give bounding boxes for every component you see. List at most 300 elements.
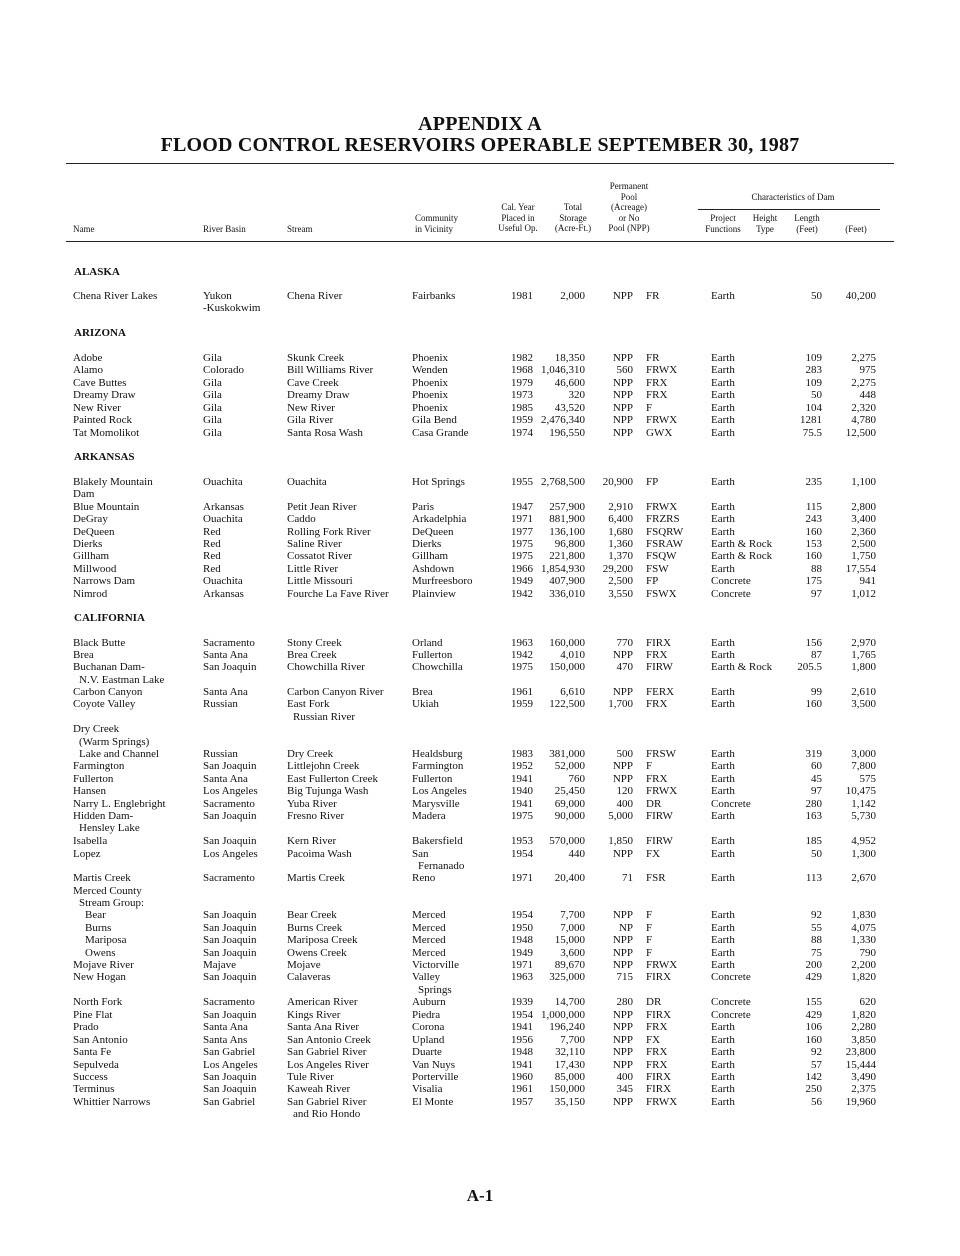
name-cell: Chena River Lakes <box>73 290 158 302</box>
storage-cell: 160,000 <box>549 637 585 649</box>
name-cell: Lopez <box>73 848 101 860</box>
storage-cell: 221,800 <box>549 550 585 562</box>
height-cell: 88 <box>811 563 822 575</box>
community-cell: Murfreesboro <box>412 575 473 587</box>
storage-cell: 7,700 <box>560 909 585 921</box>
table-row <box>0 1046 960 1059</box>
community-cell: Reno <box>412 872 436 884</box>
stream-cell: Martis Creek <box>287 872 345 884</box>
dam-type-cell: Concrete <box>711 575 751 587</box>
name-cell: North Fork <box>73 996 123 1008</box>
river-basin-cell: Santa Ana <box>203 773 248 785</box>
community-cell: Piedra <box>412 1009 441 1021</box>
functions-cell: FIRX <box>646 1083 672 1095</box>
pool-cell: 280 <box>616 996 633 1008</box>
height-cell: 87 <box>811 649 822 661</box>
storage-cell: 2,768,500 <box>541 476 585 488</box>
year-cell: 1960 <box>511 1071 533 1083</box>
year-cell: 1949 <box>511 575 533 587</box>
dam-type-cell: Earth <box>711 810 735 822</box>
year-cell: 1977 <box>511 526 533 538</box>
name-cell: Merced County <box>73 885 142 897</box>
height-cell: 45 <box>811 773 822 785</box>
functions-cell: FSW <box>646 563 669 575</box>
length-cell: 2,375 <box>851 1083 876 1095</box>
name-cell: Sepulveda <box>73 1059 119 1071</box>
pool-cell: 2,500 <box>608 575 633 587</box>
header-permanent-pool: Permanent Pool (Acreage) or No Pool (NPP) <box>608 181 650 233</box>
river-basin-cell: Ouachita <box>203 476 243 488</box>
year-cell: 1971 <box>511 513 533 525</box>
name-cell: Blue Mountain <box>73 501 140 513</box>
functions-cell: DR <box>646 798 662 810</box>
height-cell: 115 <box>805 501 822 513</box>
community-cell: Duarte <box>412 1046 442 1058</box>
community-cell: Healdsburg <box>412 748 463 760</box>
name-cell: Terminus <box>73 1083 115 1095</box>
stream-cell: Littlejohn Creek <box>287 760 360 772</box>
stream-cell: Saline River <box>287 538 342 550</box>
length-cell: 4,075 <box>851 922 876 934</box>
dam-type-cell: Earth <box>711 1083 735 1095</box>
functions-cell: FSRAW <box>646 538 684 550</box>
dam-type-cell: Earth <box>711 1071 735 1083</box>
pool-cell: 400 <box>616 798 633 810</box>
length-cell: 448 <box>859 389 876 401</box>
pool-cell: NPP <box>612 402 633 414</box>
river-basin-cell: San Joaquin <box>203 934 257 946</box>
name-cell: Success <box>73 1071 108 1083</box>
length-cell: 4,780 <box>851 414 876 426</box>
table-row <box>0 427 960 440</box>
dam-type-cell: Earth <box>711 1034 735 1046</box>
year-cell: 1981 <box>511 290 533 302</box>
length-cell: 2,970 <box>851 637 876 649</box>
table-row <box>0 1021 960 1034</box>
storage-cell: 196,240 <box>549 1021 585 1033</box>
state-heading: ARIZONA <box>74 327 126 339</box>
table-row <box>0 661 960 674</box>
stream-cell: Dry Creek <box>287 748 334 760</box>
year-cell: 1940 <box>511 785 533 797</box>
length-cell: 1,750 <box>851 550 876 562</box>
community-cell: Plainview <box>412 588 456 600</box>
year-cell: 1942 <box>511 649 533 661</box>
year-cell: 1963 <box>511 971 533 983</box>
community-cell: Dierks <box>412 538 442 550</box>
pool-cell: 770 <box>616 637 633 649</box>
name-cell: Owens <box>85 947 116 959</box>
stream-cell: Caddo <box>287 513 316 525</box>
functions-cell: FRX <box>646 773 668 785</box>
storage-cell: 440 <box>568 848 585 860</box>
pool-cell: 400 <box>616 1071 633 1083</box>
length-cell: 2,670 <box>851 872 876 884</box>
river-basin-cell: Gila <box>203 389 222 401</box>
pool-cell: NPP <box>612 389 633 401</box>
dam-type-cell: Concrete <box>711 1009 751 1021</box>
name-cell: Hansen <box>73 785 106 797</box>
height-cell: 160 <box>805 698 822 710</box>
pool-cell: NPP <box>612 909 633 921</box>
storage-cell: 32,110 <box>555 1046 585 1058</box>
storage-cell: 89,670 <box>554 959 585 971</box>
dam-type-cell: Earth <box>711 513 735 525</box>
river-basin-cell: San Joaquin <box>203 661 257 673</box>
community-cell: Phoenix <box>412 352 449 364</box>
length-cell: 10,475 <box>845 785 876 797</box>
storage-cell: 257,900 <box>549 501 585 513</box>
header-rule <box>66 241 894 242</box>
table-row <box>0 785 960 798</box>
name-cell: Cave Buttes <box>73 377 127 389</box>
community-cell: Visalia <box>412 1083 443 1095</box>
pool-cell: NPP <box>612 1009 633 1021</box>
storage-cell: 18,350 <box>554 352 585 364</box>
river-basin-cell: San Gabriel <box>203 1096 256 1108</box>
table-row <box>0 971 960 984</box>
river-basin-cell: San Joaquin <box>203 1009 257 1021</box>
stream-cell: San Antonio Creek <box>287 1034 371 1046</box>
functions-cell: FIRX <box>646 637 672 649</box>
stream-cell: Santa Ana River <box>287 1021 360 1033</box>
dam-type-cell: Earth <box>711 959 735 971</box>
river-basin-cell: Sacramento <box>203 637 255 649</box>
length-cell: 1,820 <box>851 971 876 983</box>
year-cell: 1957 <box>511 1096 533 1108</box>
length-cell: 17,554 <box>845 563 876 575</box>
length-cell: 790 <box>859 947 876 959</box>
length-cell: 2,610 <box>851 686 876 698</box>
functions-cell: F <box>646 934 653 946</box>
stream-cell: San Gabriel River <box>287 1046 367 1058</box>
header-length: Length (Feet) <box>794 213 820 234</box>
functions-cell: FRX <box>646 698 668 710</box>
year-cell: 1961 <box>511 686 533 698</box>
height-cell: 50 <box>811 290 822 302</box>
river-basin-cell: San Joaquin <box>203 971 257 983</box>
dam-type-cell: Earth <box>711 364 735 376</box>
year-cell: 1959 <box>511 698 533 710</box>
river-basin-cell: San Gabriel <box>203 1046 256 1058</box>
functions-cell: FSWX <box>646 588 677 600</box>
dam-type-cell: Earth <box>711 563 735 575</box>
pool-cell: NPP <box>612 1034 633 1046</box>
name-cell: Prado <box>73 1021 99 1033</box>
height-cell: 175 <box>805 575 822 587</box>
functions-cell: FRX <box>646 1059 668 1071</box>
community-cell: Gila Bend <box>412 414 457 426</box>
stream-cell: Los Angeles River <box>287 1059 369 1071</box>
community-cell: Merced <box>412 947 446 959</box>
community-cell: Madera <box>412 810 446 822</box>
dam-type-cell: Earth <box>711 934 735 946</box>
header-name: Name <box>73 224 95 234</box>
name-cell: Dierks <box>73 538 103 550</box>
name-cell: Black Butte <box>73 637 126 649</box>
name-cell: San Antonio <box>73 1034 128 1046</box>
length-cell: 1,830 <box>851 909 876 921</box>
length-cell: 3,000 <box>851 748 876 760</box>
table-row <box>0 934 960 947</box>
length-cell: 1,012 <box>851 588 876 600</box>
header-height-type: Height Type <box>752 213 778 234</box>
stream-cell: Burns Creek <box>287 922 343 934</box>
functions-cell: FIRX <box>646 1009 672 1021</box>
functions-cell: FSQRW <box>646 526 684 538</box>
community-cell: Wenden <box>412 364 448 376</box>
community-cell: Van Nuys <box>412 1059 456 1071</box>
height-cell: 155 <box>805 996 822 1008</box>
stream-cell: Tule River <box>287 1071 334 1083</box>
community-cell: Auburn <box>412 996 446 1008</box>
appendix-title: APPENDIX A <box>418 113 542 135</box>
river-basin-cell: Gila <box>203 352 222 364</box>
year-cell: 1953 <box>511 835 533 847</box>
name-cell: Hidden Dam- <box>73 810 134 822</box>
community-cell: Springs <box>418 984 452 996</box>
river-basin-cell: Yukon <box>203 290 232 302</box>
community-cell: Upland <box>412 1034 445 1046</box>
dam-type-cell: Earth <box>711 760 735 772</box>
dam-type-cell: Earth & Rock <box>711 661 773 673</box>
length-cell: 3,500 <box>851 698 876 710</box>
height-cell: 1281 <box>800 414 822 426</box>
pool-cell: 345 <box>616 1083 633 1095</box>
year-cell: 1948 <box>511 934 533 946</box>
pool-cell: NPP <box>612 947 633 959</box>
table-row <box>0 760 960 773</box>
functions-cell: F <box>646 402 653 414</box>
functions-cell: FIRW <box>646 810 673 822</box>
name-cell: Hensley Lake <box>79 822 140 834</box>
storage-cell: 325,000 <box>549 971 585 983</box>
community-cell: DeQueen <box>412 526 454 538</box>
height-cell: 429 <box>805 971 822 983</box>
stream-cell: Yuba River <box>287 798 337 810</box>
table-row <box>0 1083 960 1096</box>
river-basin-cell: Los Angeles <box>203 1059 258 1071</box>
functions-cell: FRSW <box>646 748 676 760</box>
functions-cell: FSQW <box>646 550 677 562</box>
storage-cell: 122,500 <box>549 698 585 710</box>
pool-cell: NPP <box>612 934 633 946</box>
name-cell: Narrows Dam <box>73 575 136 587</box>
length-cell: 2,280 <box>851 1021 876 1033</box>
dam-type-cell: Earth <box>711 872 735 884</box>
dam-type-cell: Earth <box>711 947 735 959</box>
year-cell: 1949 <box>511 947 533 959</box>
pool-cell: 1,360 <box>608 538 633 550</box>
stream-cell: Santa Rosa Wash <box>287 427 363 439</box>
stream-cell: Skunk Creek <box>287 352 345 364</box>
stream-cell: and Rio Hondo <box>293 1108 361 1120</box>
state-heading: CALIFORNIA <box>74 612 145 624</box>
header-storage: Total Storage (Acre-Ft.) <box>554 202 592 233</box>
length-cell: 40,200 <box>845 290 876 302</box>
stream-cell: Fresno River <box>287 810 345 822</box>
stream-cell: Bill Williams River <box>287 364 374 376</box>
stream-cell: Carbon Canyon River <box>287 686 384 698</box>
height-cell: 97 <box>811 588 822 600</box>
height-cell: 319 <box>805 748 822 760</box>
river-basin-cell: Red <box>203 526 221 538</box>
table-row <box>0 909 960 922</box>
functions-cell: GWX <box>646 427 673 439</box>
height-cell: 243 <box>805 513 822 525</box>
pool-cell: 3,550 <box>608 588 633 600</box>
header-characteristics: Characteristics of Dam <box>751 192 835 202</box>
stream-cell: Big Tujunga Wash <box>287 785 369 797</box>
storage-cell: 1,046,310 <box>541 364 585 376</box>
pool-cell: 29,200 <box>602 563 633 575</box>
year-cell: 1941 <box>511 1059 533 1071</box>
name-cell: New Hogan <box>73 971 126 983</box>
year-cell: 1954 <box>511 1009 533 1021</box>
height-cell: 142 <box>805 1071 822 1083</box>
height-cell: 235 <box>805 476 822 488</box>
year-cell: 1982 <box>511 352 533 364</box>
storage-cell: 85,000 <box>554 1071 585 1083</box>
pool-cell: NPP <box>612 848 633 860</box>
header-feet: (Feet) <box>845 224 867 234</box>
height-cell: 99 <box>811 686 822 698</box>
length-cell: 23,800 <box>845 1046 876 1058</box>
community-cell: Arkadelphia <box>412 513 467 525</box>
year-cell: 1975 <box>511 810 533 822</box>
storage-cell: 2,000 <box>560 290 585 302</box>
stream-cell: Cossatot River <box>287 550 353 562</box>
height-cell: 56 <box>811 1096 822 1108</box>
river-basin-cell: Santa Ana <box>203 1021 248 1033</box>
stream-cell: New River <box>287 402 335 414</box>
length-cell: 2,500 <box>851 538 876 550</box>
stream-cell: Kern River <box>287 835 337 847</box>
name-cell: Carbon Canyon <box>73 686 143 698</box>
name-cell: Whittier Narrows <box>73 1096 151 1108</box>
year-cell: 1939 <box>511 996 533 1008</box>
stream-cell: Little River <box>287 563 339 575</box>
length-cell: 2,275 <box>851 352 876 364</box>
storage-cell: 7,000 <box>560 922 585 934</box>
river-basin-cell: Colorado <box>203 364 244 376</box>
length-cell: 3,400 <box>851 513 876 525</box>
community-cell: Paris <box>412 501 434 513</box>
name-cell: Buchanan Dam- <box>73 661 145 673</box>
storage-cell: 570,000 <box>549 835 585 847</box>
dam-type-cell: Earth & Rock <box>711 550 773 562</box>
stream-cell: East Fullerton Creek <box>287 773 379 785</box>
storage-cell: 14,700 <box>554 996 585 1008</box>
community-cell: Los Angeles <box>412 785 467 797</box>
table-row <box>0 575 960 588</box>
name-cell: Adobe <box>73 352 103 364</box>
name-cell: Santa Fe <box>73 1046 112 1058</box>
pool-cell: 500 <box>616 748 633 760</box>
river-basin-cell: Majave <box>203 959 236 971</box>
table-row <box>0 698 960 711</box>
dam-type-cell: Earth <box>711 773 735 785</box>
river-basin-cell: Los Angeles <box>203 785 258 797</box>
table-row <box>0 872 960 885</box>
community-cell: Casa Grande <box>412 427 469 439</box>
storage-cell: 196,550 <box>549 427 585 439</box>
header-river-basin: River Basin <box>203 224 246 234</box>
river-basin-cell: Sacramento <box>203 872 255 884</box>
functions-cell: FRX <box>646 389 668 401</box>
dam-type-cell: Concrete <box>711 798 751 810</box>
dam-type-cell: Earth <box>711 501 735 513</box>
height-cell: 153 <box>805 538 822 550</box>
name-cell: Painted Rock <box>73 414 132 426</box>
table-title: FLOOD CONTROL RESERVOIRS OPERABLE SEPTEMBER 30, 1987 <box>160 134 800 156</box>
table-row <box>0 364 960 377</box>
community-cell: Farmington <box>412 760 464 772</box>
storage-cell: 407,900 <box>549 575 585 587</box>
year-cell: 1973 <box>511 389 533 401</box>
stream-cell: Mariposa Creek <box>287 934 358 946</box>
name-cell: Dreamy Draw <box>73 389 136 401</box>
stream-cell: Russian River <box>293 711 356 723</box>
dam-type-cell: Earth <box>711 848 735 860</box>
name-cell: New River <box>73 402 121 414</box>
length-cell: 3,850 <box>851 1034 876 1046</box>
dam-type-cell: Earth <box>711 1096 735 1108</box>
name-cell: Coyote Valley <box>73 698 136 710</box>
river-basin-cell: San Joaquin <box>203 909 257 921</box>
community-cell: Gillham <box>412 550 449 562</box>
state-heading: ARKANSAS <box>74 451 135 463</box>
length-cell: 2,200 <box>851 959 876 971</box>
year-cell: 1971 <box>511 959 533 971</box>
dam-type-cell: Earth <box>711 922 735 934</box>
length-cell: 5,730 <box>851 810 876 822</box>
storage-cell: 69,000 <box>554 798 585 810</box>
storage-cell: 20,400 <box>554 872 585 884</box>
length-cell: 1,100 <box>851 476 876 488</box>
pool-cell: NPP <box>612 686 633 698</box>
stream-cell: Bear Creek <box>287 909 337 921</box>
stream-cell: Ouachita <box>287 476 327 488</box>
functions-cell: FRX <box>646 1021 668 1033</box>
river-basin-cell: San Joaquin <box>203 810 257 822</box>
storage-cell: 1,000,000 <box>541 1009 585 1021</box>
name-cell: Martis Creek <box>73 872 131 884</box>
storage-cell: 25,450 <box>554 785 585 797</box>
storage-cell: 46,600 <box>554 377 585 389</box>
year-cell: 1948 <box>511 1046 533 1058</box>
functions-cell: FIRX <box>646 1071 672 1083</box>
height-cell: 429 <box>805 1009 822 1021</box>
dam-type-cell: Earth <box>711 352 735 364</box>
functions-cell: F <box>646 922 653 934</box>
community-cell: Porterville <box>412 1071 459 1083</box>
year-cell: 1975 <box>511 550 533 562</box>
functions-cell: FR <box>646 352 660 364</box>
length-cell: 1,330 <box>851 934 876 946</box>
functions-cell: FRX <box>646 377 668 389</box>
pool-cell: NPP <box>612 760 633 772</box>
length-cell: 2,800 <box>851 501 876 513</box>
community-cell: Phoenix <box>412 402 449 414</box>
header-community: Community in Vicinity <box>415 213 459 234</box>
length-cell: 620 <box>859 996 876 1008</box>
dam-type-cell: Earth <box>711 1046 735 1058</box>
characteristics-rule <box>698 209 880 210</box>
storage-cell: 150,000 <box>549 1083 585 1095</box>
community-cell: Fairbanks <box>412 290 456 302</box>
community-cell: Corona <box>412 1021 445 1033</box>
